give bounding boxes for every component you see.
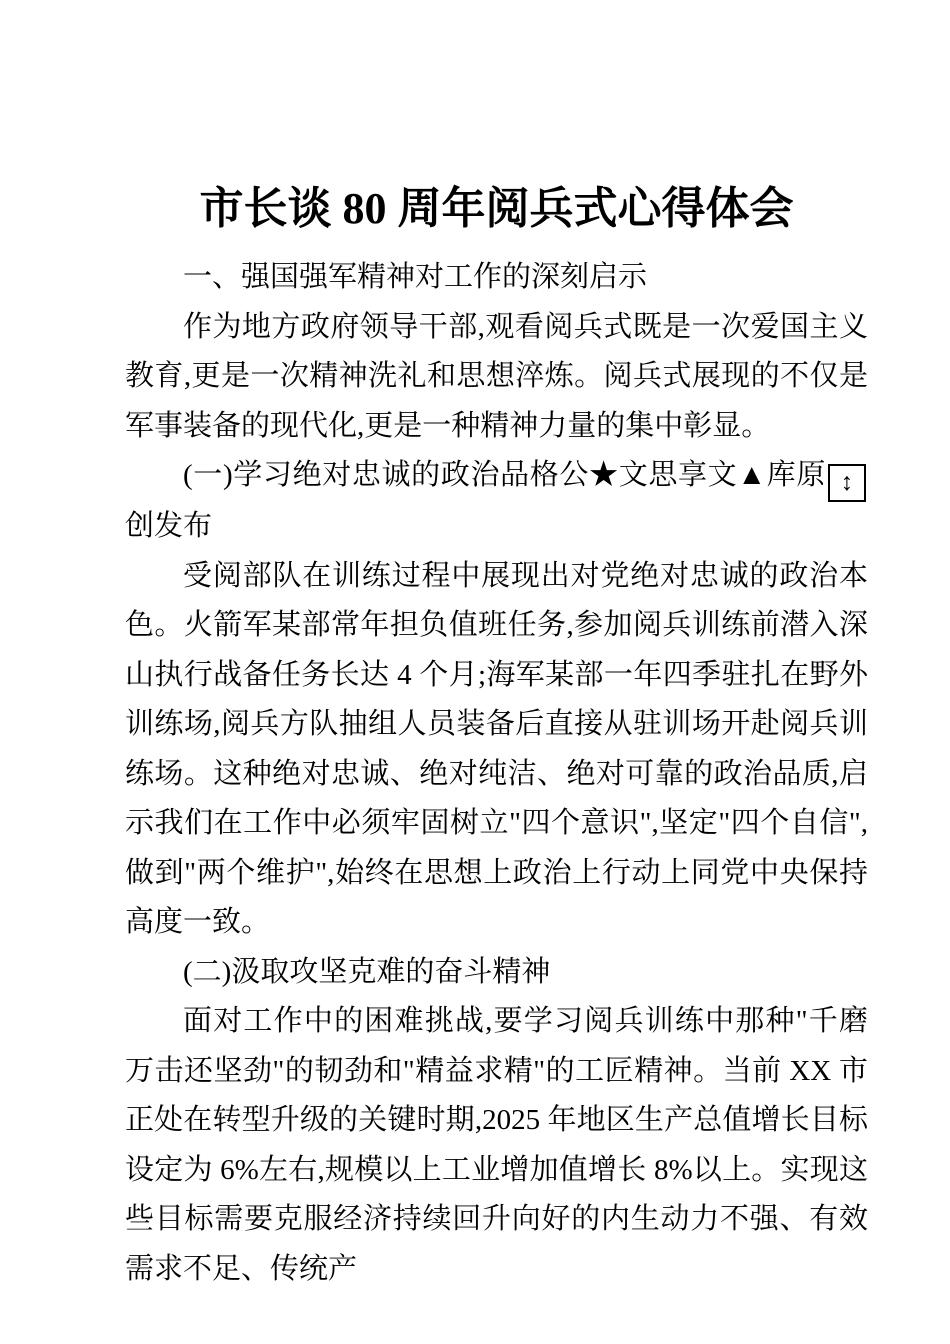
subsection-heading-1 — [125, 451, 868, 552]
paragraph-2: 受阅部队在训练过程中展现出对党绝对忠诚的政治本色。火箭军某部常年担负值班任务,参加阅兵训练前潜入深山执行战备任务长达 4 个月;海军某部一年四季驻扎在野外训练场,阅兵方队抽组人员装备后直接从驻训场开赴阅兵训练场。这种绝对忠诚、绝对纯洁、绝对可靠的政治品质,启示我们在工作中必须牢固树立"四个意识",坚定"四个自信",做到"两个维护",始终在思想上政治上行动上同党中央保持高度一致。 — [125, 559, 868, 938]
document-content — [125, 184, 868, 1294]
subsection-heading-1-text: (一)学习绝对忠诚的政治品格公★文思享文▲库原 — [183, 459, 826, 491]
subsection-heading-1-suffix: 创发布 — [125, 510, 213, 542]
paragraph-1: 作为地方政府领导干部,观看阅兵式既是一次爱国主义教育,更是一次精神洗礼和思想淬炼。阅兵式展现的不仅是军事装备的现代化,更是一种精神力量的集中彰显。 — [125, 310, 868, 442]
document-title: 市长谈 80 周年阅兵式心得体会 — [199, 184, 794, 233]
subsection-heading-2: (二)汲取攻坚克难的奋斗精神 — [183, 955, 551, 988]
paragraph-3: 面对工作中的困难挑战,要学习阅兵训练中那种"千磨万击还坚劲"的韧劲和"精益求精"的工匠精神。当前 XX 市正处在转型升级的关键时期,2025 年地区生产总值增长目标设定为 6%左右,规模以上工业增加值增长 8%以上。实现这些目标需要克服经济持续回升向好的内生动力不强、有效需求不足、传统产 — [125, 1005, 868, 1285]
section-heading-1: 一、强国强军精神对工作的深刻启示 — [183, 261, 648, 293]
boxed-updown-arrow-icon: ↕ — [828, 464, 866, 502]
